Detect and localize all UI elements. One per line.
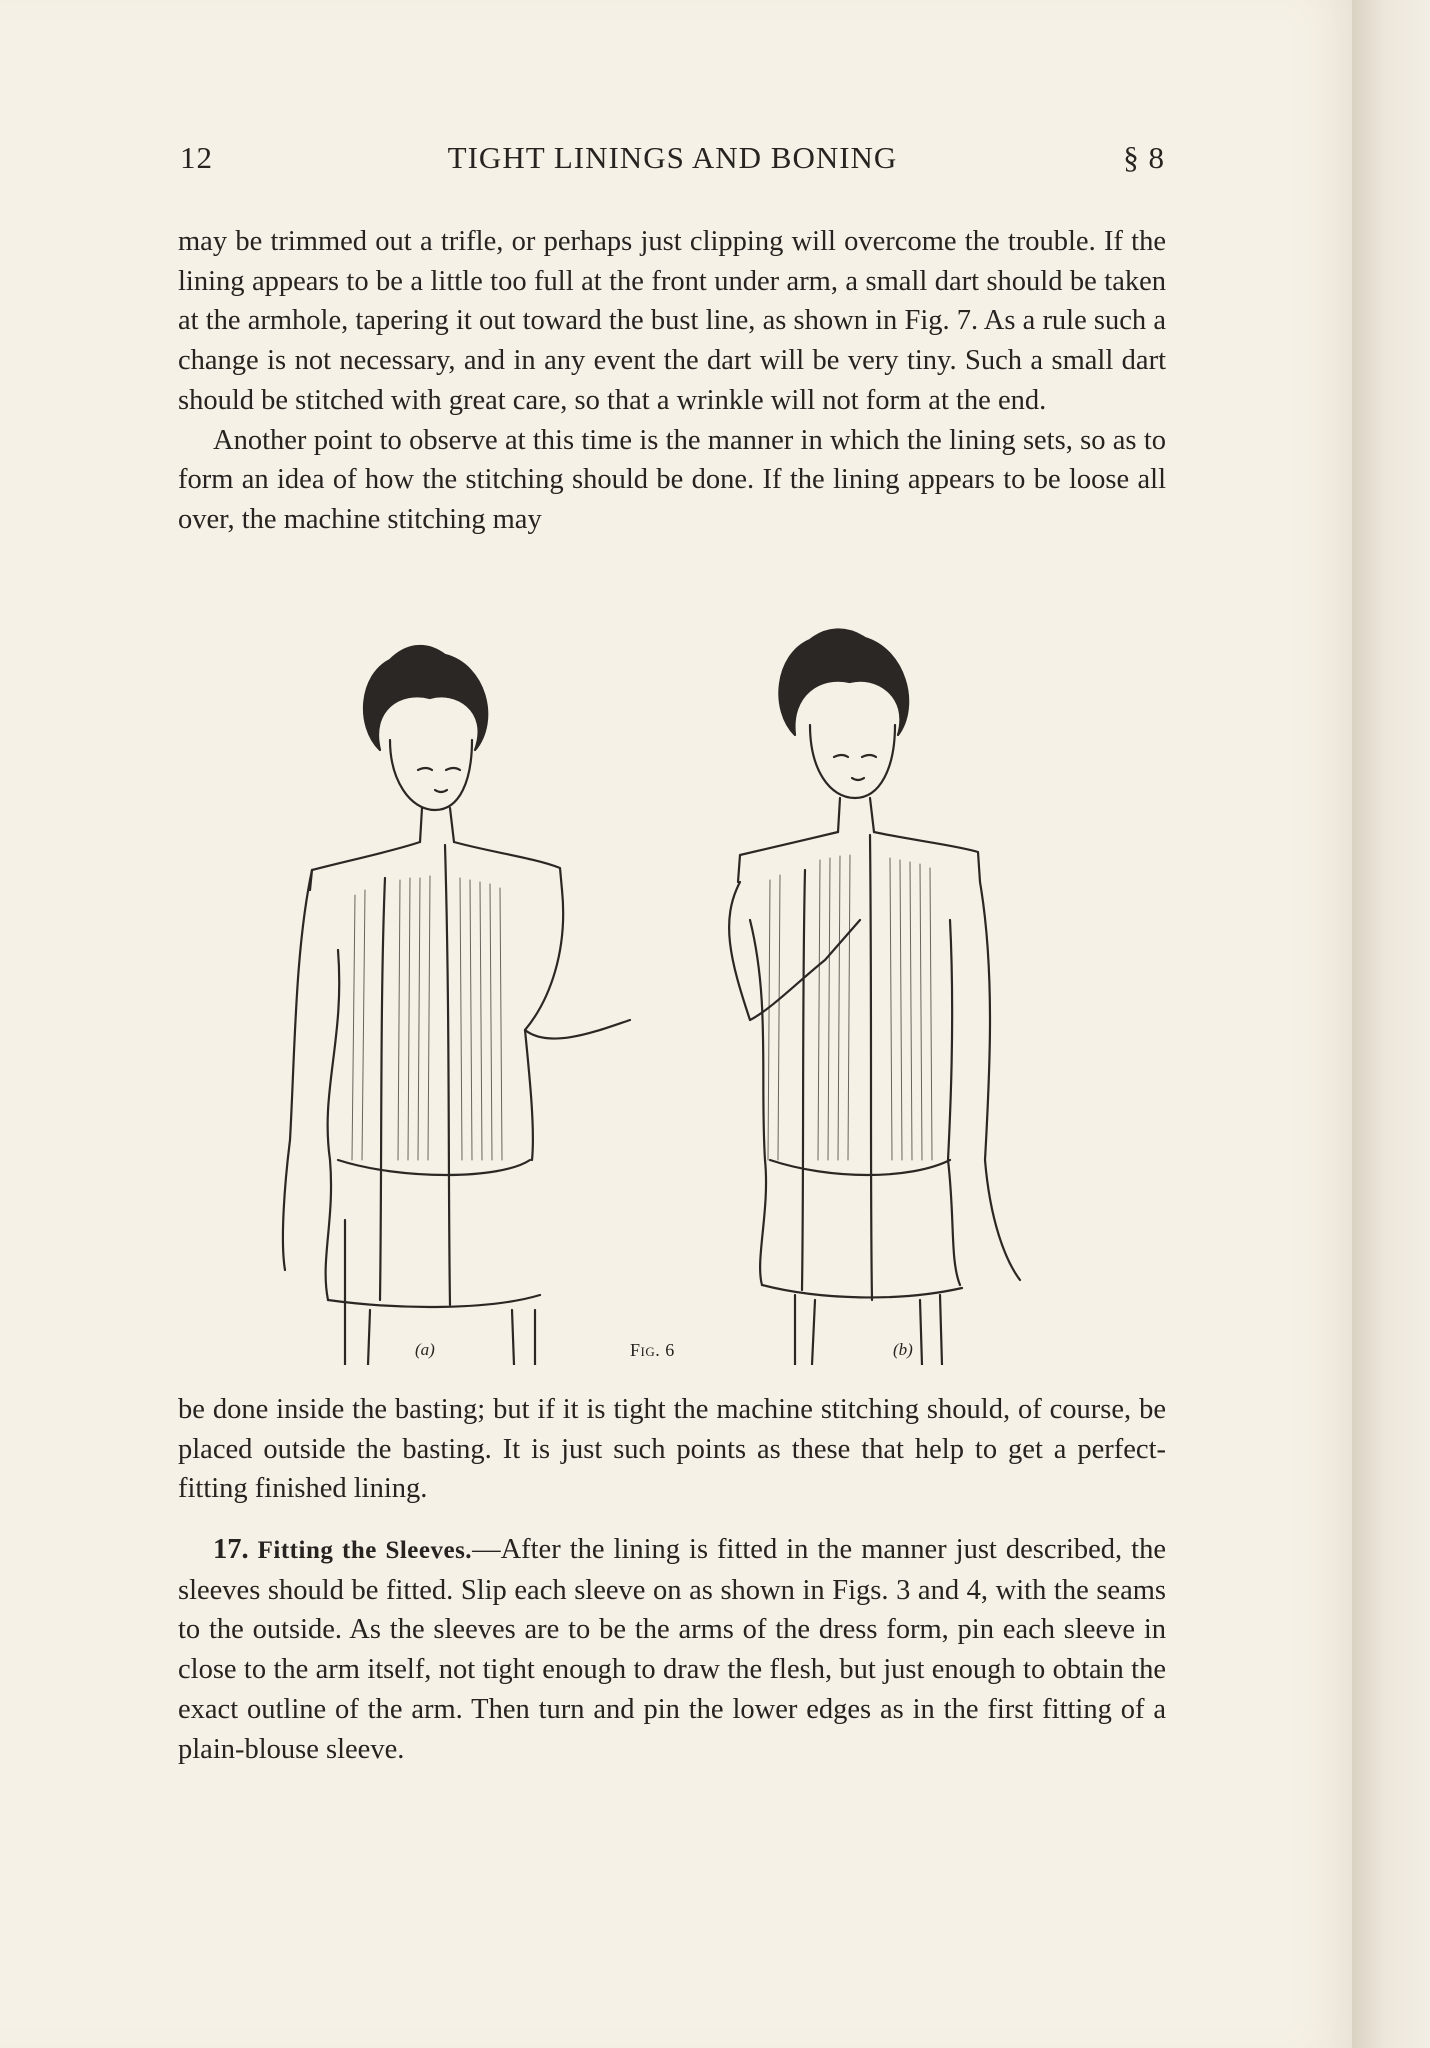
figure-b-woman [729, 630, 1020, 1365]
paragraph-lining-sets: Another point to observe at this time is the manner in which the lining sets, so as to form an idea of how the stitching should be done. If the lining appears to be loose all over, the machine stitching may [178, 424, 1166, 535]
paragraph-continuation: may be trimmed out a trifle, or perhaps just clipping will overcome the trouble. If the lining appears to be a little too full at the front under arm, a small dart should be taken at the armhole, tapering it out toward the bust line, as shown in Fig. 7. As a rule such a change is not necessary, and in any event the dart will be very tiny. Such a small dart should be stitched with great care, so that a wrinkle will not form at the end. [178, 226, 1166, 416]
section-heading: Fitting the Sleeves. [257, 1537, 473, 1564]
paragraph-stitching: be done inside the basting; but if it is tight the machine stitching should, of course, be placed outside the basting. It is just such points as these that help to get a perfect-fitting finished lining. [178, 1394, 1166, 1505]
figure-label: Fig. 6 [630, 1340, 675, 1360]
body-text-after-figure [178, 1390, 1166, 1509]
caption-a: (a) [415, 1340, 435, 1359]
figure-a-woman [283, 646, 630, 1365]
section-number: § 8 [1123, 140, 1165, 175]
caption-b: (b) [893, 1340, 913, 1359]
running-title: TIGHT LININGS AND BONING [447, 140, 898, 175]
body-text-section-17 [178, 1530, 1166, 1769]
figure-a-shading [352, 876, 502, 1160]
figure-b-shading [768, 855, 932, 1160]
page-edge [1352, 0, 1430, 2048]
lining-fitting-drawing [250, 620, 1100, 1365]
page-number: 12 [180, 140, 213, 175]
section-text: —After the lining is fitted in the manner just described, the sleeves should be fitted. Slip each sleeve on as shown in Figs. 3 and 4, with the seams to the outside. As the sleeves are to be the arms of the dress form, pin each sleeve in close to the arm itself, not tight enough to draw the flesh, but just enough to obtain the exact outline of the arm. Then turn and pin the lower edges as in the first fitting of a plain-blouse sleeve. [178, 1534, 1166, 1765]
figure-6-illustration [250, 620, 1100, 1365]
body-text-top [178, 222, 1166, 540]
paragraph-fitting-sleeves [178, 1530, 1166, 1769]
section-number-17: 17. [213, 1534, 249, 1565]
